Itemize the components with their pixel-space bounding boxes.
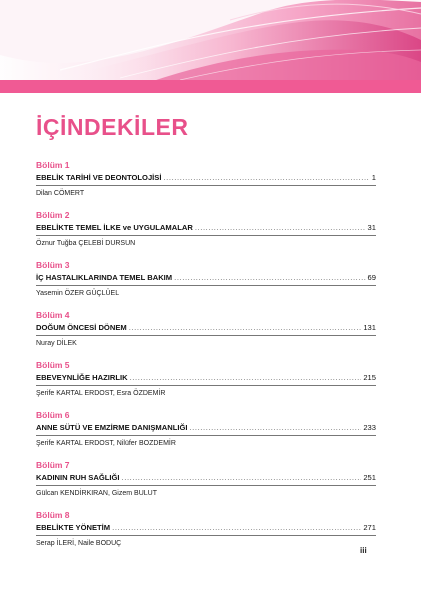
toc-section [36, 209, 376, 259]
divider [36, 435, 376, 436]
chapter-label: Bölüm 6 [36, 410, 70, 420]
toc-section [36, 359, 376, 409]
chapter-title: İÇ HASTALIKLARINDA TEMEL BAKIM [36, 273, 173, 282]
divider [36, 485, 376, 486]
chapter-authors: Gülcan KENDİRKIRAN, Gizem BULUT [36, 490, 157, 497]
toc-entry[interactable] [36, 172, 376, 184]
toc-section [36, 259, 376, 309]
chapter-title: EBELİK TARİHİ VE DEONTOLOJİSİ [36, 173, 162, 182]
divider [36, 185, 376, 186]
toc-section [36, 509, 376, 559]
dot-leader [130, 372, 362, 384]
page-number: iii [360, 546, 367, 555]
chapter-authors: Şerife KARTAL ERDOST, Esra ÖZDEMİR [36, 390, 166, 397]
chapter-title: ANNE SÜTÜ VE EMZİRME DANIŞMANLIĞI [36, 423, 188, 432]
dot-leader [189, 422, 361, 434]
page-title: İÇİNDEKİLER [36, 114, 189, 140]
chapter-label: Bölüm 3 [36, 260, 70, 270]
chapter-authors: Öznur Tuğba ÇELEBİ DURSUN [36, 240, 136, 247]
chapter-authors: Şerife KARTAL ERDOST, Nilüfer BOZDEMİR [36, 440, 176, 447]
toc-entry[interactable] [36, 422, 376, 434]
chapter-title: KADININ RUH SAĞLIĞI [36, 473, 120, 482]
dot-leader [112, 522, 361, 534]
toc-entry[interactable] [36, 522, 376, 534]
chapter-label: Bölüm 1 [36, 160, 70, 170]
chapter-label: Bölüm 4 [36, 310, 70, 320]
chapter-authors: Yasemin ÖZER GÜÇLÜEL [36, 290, 120, 297]
chapter-page: 69 [367, 273, 376, 282]
chapter-label: Bölüm 5 [36, 360, 70, 370]
dot-leader [195, 222, 366, 234]
divider [36, 335, 376, 336]
chapter-title: EBEVEYNLİĞE HAZIRLIK [36, 373, 128, 382]
banner-strip [0, 80, 421, 93]
header-banner [0, 0, 421, 96]
chapter-page: 131 [363, 323, 376, 332]
chapter-page: 1 [371, 173, 376, 182]
toc-entry[interactable] [36, 322, 376, 334]
chapter-page: 233 [363, 423, 376, 432]
chapter-authors: Nuray DİLEK [36, 340, 77, 347]
divider [36, 285, 376, 286]
chapter-title: DOĞUM ÖNCESİ DÖNEM [36, 323, 127, 332]
dot-leader [122, 472, 362, 484]
dot-leader [129, 322, 362, 334]
chapter-page: 31 [367, 223, 376, 232]
chapter-page: 271 [363, 523, 376, 532]
divider [36, 535, 376, 536]
dot-leader [163, 172, 369, 184]
toc-section [36, 459, 376, 509]
chapter-label: Bölüm 7 [36, 460, 70, 470]
toc-section [36, 409, 376, 459]
chapter-authors: Dilan CÖMERT [36, 190, 85, 197]
toc-entry[interactable] [36, 272, 376, 284]
chapter-label: Bölüm 2 [36, 210, 70, 220]
chapter-title: EBELİKTE YÖNETİM [36, 523, 111, 532]
chapter-page: 251 [363, 473, 376, 482]
toc-entry[interactable] [36, 472, 376, 484]
dot-leader [174, 272, 365, 284]
divider [36, 385, 376, 386]
divider [36, 235, 376, 236]
table-of-contents [36, 113, 376, 559]
toc-section [36, 159, 376, 209]
chapter-title: EBELİKTE TEMEL İLKE ve UYGULAMALAR [36, 223, 193, 232]
chapter-authors: Serap İLERİ, Naile BODUÇ [36, 540, 122, 547]
chapter-label: Bölüm 8 [36, 510, 70, 520]
toc-section [36, 309, 376, 359]
chapter-page: 215 [363, 373, 376, 382]
toc-entry[interactable] [36, 372, 376, 384]
toc-entry[interactable] [36, 222, 376, 234]
